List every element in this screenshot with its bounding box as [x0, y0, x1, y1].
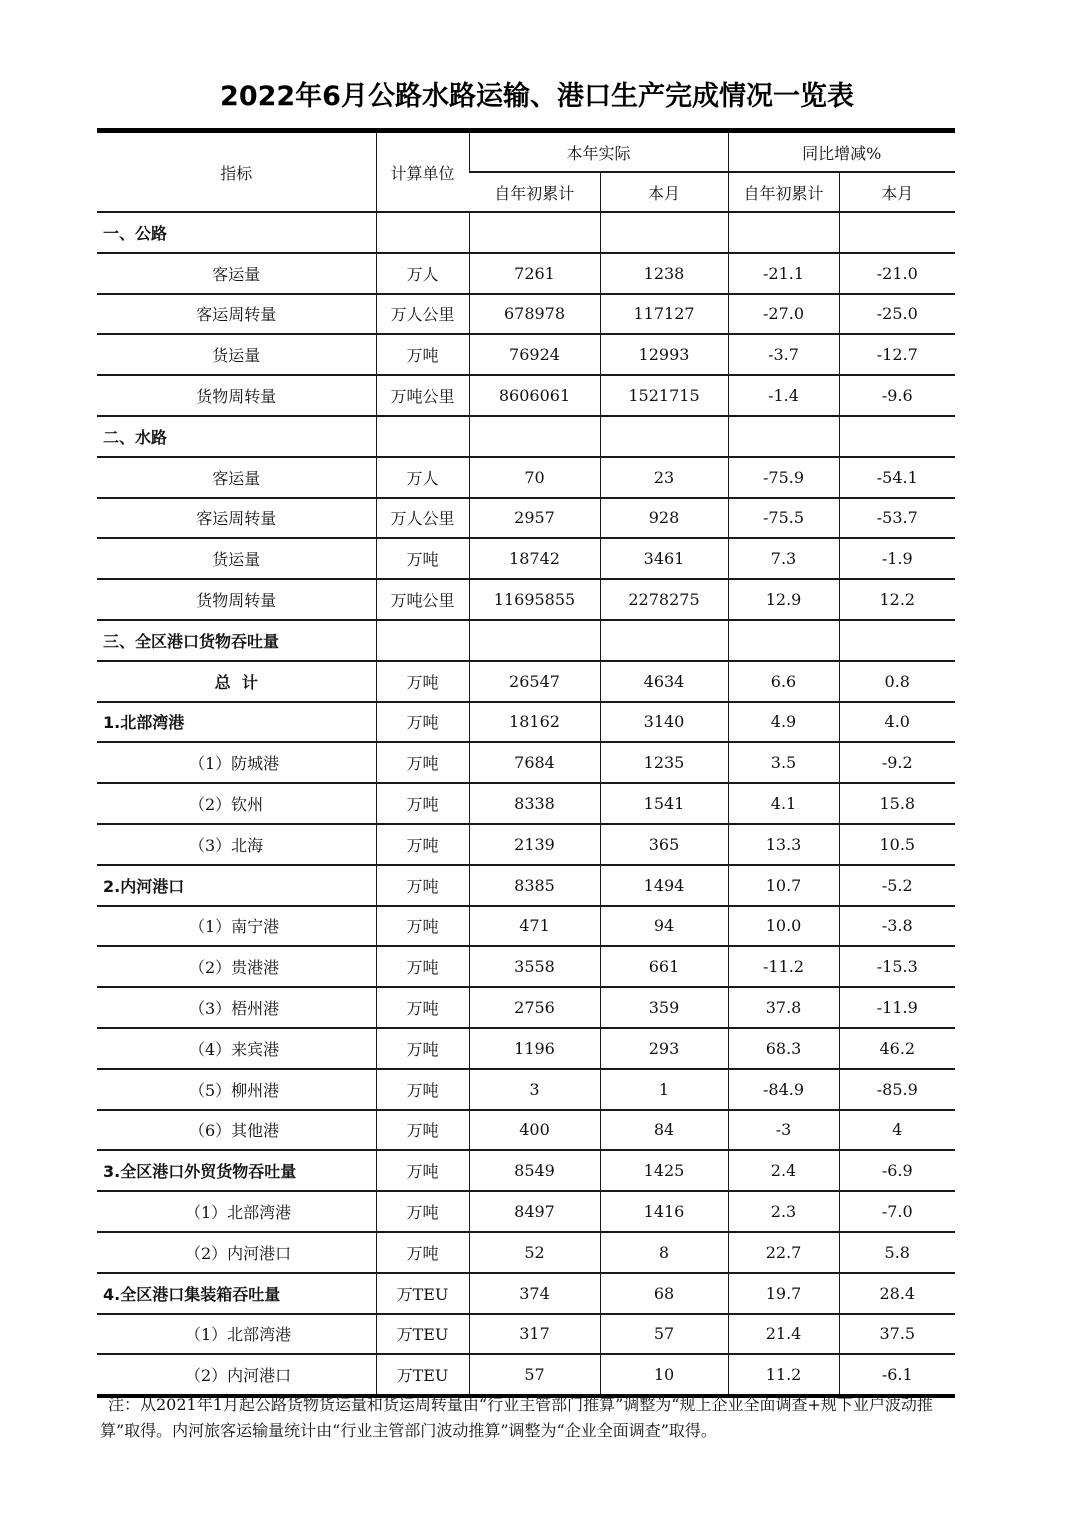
- row-yoy-month: -11.9: [839, 987, 955, 1028]
- section-row-road: [97, 212, 955, 253]
- row-yoy-ytd: -27.0: [728, 294, 839, 335]
- row-yoy-month: -85.9: [839, 1069, 955, 1110]
- statistics-table: [97, 128, 955, 1398]
- row-name: 客运量: [97, 253, 376, 294]
- table-row: [97, 946, 955, 987]
- row-yoy-ytd: 2.4: [728, 1150, 839, 1191]
- row-month: 1416: [600, 1191, 728, 1232]
- row-yoy-ytd: 7.3: [728, 538, 839, 579]
- row-ytd: 3: [469, 1069, 600, 1110]
- row-ytd: 57: [469, 1354, 600, 1396]
- row-unit: 万人: [376, 457, 469, 498]
- row-yoy-ytd: 19.7: [728, 1273, 839, 1314]
- table-row: [97, 498, 955, 539]
- row-yoy-ytd: 10.0: [728, 906, 839, 947]
- row-name: （1）防城港: [97, 742, 376, 783]
- table-row: [97, 987, 955, 1028]
- row-ytd: 374: [469, 1273, 600, 1314]
- row-name: 客运量: [97, 457, 376, 498]
- row-yoy-month: -54.1: [839, 457, 955, 498]
- row-name: 3.全区港口外贸货物吞吐量: [97, 1150, 376, 1191]
- row-ytd: 2756: [469, 987, 600, 1028]
- row-yoy-month: -6.1: [839, 1354, 955, 1396]
- table-row: [97, 1314, 955, 1355]
- row-name: （2）内河港口: [97, 1354, 376, 1396]
- table-row-total: [97, 661, 955, 702]
- row-ytd: 18162: [469, 702, 600, 743]
- row-unit: 万TEU: [376, 1314, 469, 1355]
- row-unit: 万吨公里: [376, 579, 469, 620]
- row-yoy-month: 28.4: [839, 1273, 955, 1314]
- row-month: 293: [600, 1028, 728, 1069]
- row-month: 4634: [600, 661, 728, 702]
- row-yoy-month: 5.8: [839, 1232, 955, 1273]
- row-yoy-ytd: -3: [728, 1110, 839, 1151]
- row-ytd: 8497: [469, 1191, 600, 1232]
- row-yoy-ytd: 12.9: [728, 579, 839, 620]
- row-ytd: 52: [469, 1232, 600, 1273]
- row-ytd: 8385: [469, 865, 600, 906]
- row-name: （4）来宾港: [97, 1028, 376, 1069]
- row-name: （2）钦州: [97, 783, 376, 824]
- row-ytd: 8338: [469, 783, 600, 824]
- table-row: [97, 1354, 955, 1396]
- table-row: [97, 1028, 955, 1069]
- footnote: 注：从2021年1月起公路货物货运量和货运周转量由“行业主管部门推算”调整为“规上企业全面调查+规下业户波动推算”取得。内河旅客运输量统计由“行业主管部门波动推算”调整为“企业全面调查”取得。: [100, 1395, 933, 1440]
- row-name: 1.北部湾港: [97, 702, 376, 743]
- header-month: 本月: [600, 172, 728, 212]
- row-yoy-ytd: -11.2: [728, 946, 839, 987]
- row-yoy-ytd: -84.9: [728, 1069, 839, 1110]
- row-ytd: 11695855: [469, 579, 600, 620]
- row-unit: 万TEU: [376, 1354, 469, 1396]
- table-row-group: [97, 1273, 955, 1314]
- row-yoy-ytd: 2.3: [728, 1191, 839, 1232]
- row-unit: 万吨: [376, 334, 469, 375]
- row-ytd: 678978: [469, 294, 600, 335]
- row-month: 23: [600, 457, 728, 498]
- row-ytd: 400: [469, 1110, 600, 1151]
- row-name: 货运量: [97, 538, 376, 579]
- row-name: 4.全区港口集装箱吞吐量: [97, 1273, 376, 1314]
- row-month: 94: [600, 906, 728, 947]
- section-title: 二、水路: [97, 416, 376, 457]
- table-row: [97, 457, 955, 498]
- row-name: （3）北海: [97, 824, 376, 865]
- table-row: [97, 375, 955, 416]
- table-row: [97, 579, 955, 620]
- row-name: 总 计: [97, 661, 376, 702]
- row-month: 1425: [600, 1150, 728, 1191]
- table-row: [97, 906, 955, 947]
- row-name: （1）北部湾港: [97, 1191, 376, 1232]
- row-unit: 万人公里: [376, 498, 469, 539]
- row-yoy-month: -25.0: [839, 294, 955, 335]
- row-unit: 万吨: [376, 538, 469, 579]
- row-month: 3140: [600, 702, 728, 743]
- table-row: [97, 538, 955, 579]
- row-yoy-ytd: 6.6: [728, 661, 839, 702]
- row-yoy-month: -9.2: [839, 742, 955, 783]
- row-ytd: 18742: [469, 538, 600, 579]
- row-unit: 万人公里: [376, 294, 469, 335]
- row-unit: 万吨: [376, 824, 469, 865]
- table-row: [97, 294, 955, 335]
- row-month: 12993: [600, 334, 728, 375]
- row-unit: 万吨: [376, 1069, 469, 1110]
- row-yoy-ytd: 21.4: [728, 1314, 839, 1355]
- table-row: [97, 824, 955, 865]
- row-name: （2）内河港口: [97, 1232, 376, 1273]
- table-row: [97, 1232, 955, 1273]
- row-ytd: 2139: [469, 824, 600, 865]
- row-yoy-month: -5.2: [839, 865, 955, 906]
- row-yoy-month: 4.0: [839, 702, 955, 743]
- row-ytd: 7261: [469, 253, 600, 294]
- row-month: 365: [600, 824, 728, 865]
- row-yoy-month: 37.5: [839, 1314, 955, 1355]
- row-yoy-month: 10.5: [839, 824, 955, 865]
- row-yoy-month: -15.3: [839, 946, 955, 987]
- section-row-port: [97, 620, 955, 661]
- row-month: 10: [600, 1354, 728, 1396]
- table-row: [97, 1191, 955, 1232]
- section-title: 一、公路: [97, 212, 376, 253]
- table-row-group: [97, 702, 955, 743]
- row-yoy-month: -21.0: [839, 253, 955, 294]
- row-yoy-ytd: 11.2: [728, 1354, 839, 1396]
- row-name: 货运量: [97, 334, 376, 375]
- row-yoy-ytd: -75.9: [728, 457, 839, 498]
- row-yoy-month: -1.9: [839, 538, 955, 579]
- row-name: 货物周转量: [97, 375, 376, 416]
- row-ytd: 8606061: [469, 375, 600, 416]
- row-ytd: 3558: [469, 946, 600, 987]
- row-month: 2278275: [600, 579, 728, 620]
- row-ytd: 8549: [469, 1150, 600, 1191]
- header-yoy-month: 本月: [839, 172, 955, 212]
- row-yoy-ytd: 10.7: [728, 865, 839, 906]
- row-month: 1235: [600, 742, 728, 783]
- header-unit: 计算单位: [376, 131, 469, 213]
- row-unit: 万吨: [376, 783, 469, 824]
- table-row: [97, 334, 955, 375]
- row-ytd: 471: [469, 906, 600, 947]
- row-yoy-month: 0.8: [839, 661, 955, 702]
- row-yoy-month: 15.8: [839, 783, 955, 824]
- header-row-top: [97, 131, 955, 173]
- row-name: （1）北部湾港: [97, 1314, 376, 1355]
- row-name: 货物周转量: [97, 579, 376, 620]
- row-ytd: 70: [469, 457, 600, 498]
- row-ytd: 76924: [469, 334, 600, 375]
- row-unit: 万吨: [376, 946, 469, 987]
- row-yoy-ytd: -1.4: [728, 375, 839, 416]
- header-indicator: 指标: [97, 131, 376, 213]
- row-unit: 万吨: [376, 1150, 469, 1191]
- row-yoy-month: -9.6: [839, 375, 955, 416]
- row-month: 1: [600, 1069, 728, 1110]
- header-ytd: 自年初累计: [469, 172, 600, 212]
- row-yoy-ytd: 22.7: [728, 1232, 839, 1273]
- row-yoy-ytd: 4.1: [728, 783, 839, 824]
- row-unit: 万吨: [376, 906, 469, 947]
- row-unit: 万吨: [376, 742, 469, 783]
- row-unit: 万吨: [376, 987, 469, 1028]
- row-month: 928: [600, 498, 728, 539]
- row-yoy-month: -12.7: [839, 334, 955, 375]
- row-yoy-ytd: 13.3: [728, 824, 839, 865]
- row-unit: 万吨: [376, 661, 469, 702]
- row-name: （6）其他港: [97, 1110, 376, 1151]
- row-unit: 万吨公里: [376, 375, 469, 416]
- row-month: 57: [600, 1314, 728, 1355]
- row-name: 客运周转量: [97, 498, 376, 539]
- row-month: 84: [600, 1110, 728, 1151]
- row-ytd: 26547: [469, 661, 600, 702]
- row-yoy-ytd: 3.5: [728, 742, 839, 783]
- table-row-group: [97, 865, 955, 906]
- row-yoy-ytd: -21.1: [728, 253, 839, 294]
- header-yoy-group: 同比增减%: [728, 131, 955, 173]
- table-row: [97, 1110, 955, 1151]
- table-row: [97, 1069, 955, 1110]
- row-name: 2.内河港口: [97, 865, 376, 906]
- row-unit: 万TEU: [376, 1273, 469, 1314]
- page-title: 2022年6月公路水路运输、港口生产完成情况一览表: [220, 81, 854, 112]
- row-ytd: 2957: [469, 498, 600, 539]
- header-yoy-ytd: 自年初累计: [728, 172, 839, 212]
- row-month: 117127: [600, 294, 728, 335]
- row-name: （3）梧州港: [97, 987, 376, 1028]
- row-yoy-month: -3.8: [839, 906, 955, 947]
- row-yoy-ytd: -75.5: [728, 498, 839, 539]
- table-row-group: [97, 1150, 955, 1191]
- row-unit: 万人: [376, 253, 469, 294]
- table-row: [97, 783, 955, 824]
- row-yoy-month: 46.2: [839, 1028, 955, 1069]
- table-row: [97, 742, 955, 783]
- row-unit: 万吨: [376, 702, 469, 743]
- table-row: [97, 253, 955, 294]
- row-name: （1）南宁港: [97, 906, 376, 947]
- row-month: 1494: [600, 865, 728, 906]
- row-yoy-ytd: 4.9: [728, 702, 839, 743]
- row-month: 661: [600, 946, 728, 987]
- row-month: 8: [600, 1232, 728, 1273]
- row-yoy-month: -7.0: [839, 1191, 955, 1232]
- row-unit: 万吨: [376, 865, 469, 906]
- section-row-water: [97, 416, 955, 457]
- row-name: （5）柳州港: [97, 1069, 376, 1110]
- row-month: 359: [600, 987, 728, 1028]
- row-month: 1238: [600, 253, 728, 294]
- row-month: 1541: [600, 783, 728, 824]
- row-unit: 万吨: [376, 1028, 469, 1069]
- row-name: （2）贵港港: [97, 946, 376, 987]
- section-title: 三、全区港口货物吞吐量: [97, 620, 376, 661]
- row-name: 客运周转量: [97, 294, 376, 335]
- row-ytd: 7684: [469, 742, 600, 783]
- row-yoy-month: -53.7: [839, 498, 955, 539]
- row-ytd: 1196: [469, 1028, 600, 1069]
- row-unit: 万吨: [376, 1110, 469, 1151]
- row-ytd: 317: [469, 1314, 600, 1355]
- row-yoy-ytd: -3.7: [728, 334, 839, 375]
- row-yoy-ytd: 68.3: [728, 1028, 839, 1069]
- row-yoy-month: -6.9: [839, 1150, 955, 1191]
- header-actual-group: 本年实际: [469, 131, 728, 173]
- row-month: 3461: [600, 538, 728, 579]
- row-unit: 万吨: [376, 1232, 469, 1273]
- row-yoy-month: 4: [839, 1110, 955, 1151]
- row-month: 68: [600, 1273, 728, 1314]
- row-yoy-ytd: 37.8: [728, 987, 839, 1028]
- row-yoy-month: 12.2: [839, 579, 955, 620]
- row-unit: 万吨: [376, 1191, 469, 1232]
- row-month: 1521715: [600, 375, 728, 416]
